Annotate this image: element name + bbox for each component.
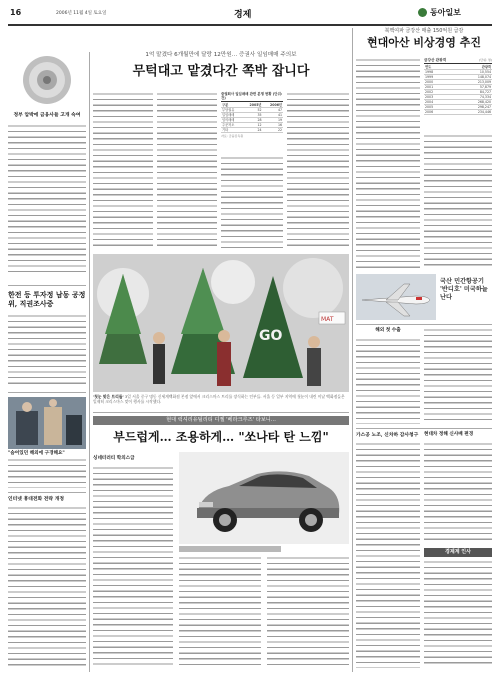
tourist-table-cell: 234,446 (451, 109, 492, 114)
newspaper-logo (418, 7, 492, 18)
lead-table-cell: 22 (263, 127, 284, 132)
tourist-table-cell: 2002 (424, 89, 451, 94)
sidebar-story-body (8, 124, 86, 274)
tourist-table-cell: 268,420 (451, 99, 492, 104)
lead-body-col-2 (157, 92, 217, 250)
logo-emblem-icon (418, 8, 427, 17)
sidebar-photo (12, 52, 82, 108)
tourist-table-cell: 2003 (424, 94, 451, 99)
tourist-table-cell: 연도 (424, 65, 451, 70)
left-divider-1 (8, 285, 86, 286)
tourist-table-cell: 298,247 (451, 104, 492, 109)
feature-body-col-1 (93, 466, 173, 666)
right-story-d-title: 가스공 노조, 신차하 감사청구 (356, 432, 419, 438)
tourist-table-cell: 1998 (424, 69, 451, 74)
left-photo-caption-body (8, 458, 86, 488)
lead-table-cell: 부당권유 (221, 107, 242, 112)
left-divider-3 (8, 492, 86, 493)
car-photo (179, 452, 349, 544)
logo-text: 동아일보 (430, 7, 461, 17)
left-story-a-title: 한전 등 투자정 남동 공정위, 직권조사중 (8, 290, 86, 308)
tourist-table-cell: 2000 (424, 79, 451, 84)
lead-table-source: 자료: 금융감독원 (221, 133, 244, 138)
lead-table-cell: 주문착오 (221, 122, 242, 127)
issue-date: 2006년 11월 4일 토요일 (56, 11, 107, 16)
lead-table (221, 92, 283, 152)
lead-body-col-1 (93, 92, 153, 250)
lead-table-cell: 일임매매 (221, 112, 242, 117)
feature-body-col-2 (179, 556, 261, 666)
sidebar-story-kicker: 정부 압박에 금융사들 고개 숙여 (13, 112, 81, 118)
lead-table-cell: 28 (242, 117, 262, 122)
lead-table-row (221, 127, 283, 132)
tourist-table-cell: 84,727 (451, 89, 492, 94)
right-story-c-title: 해외 첫 수출 (375, 328, 401, 333)
sidebar-story (8, 52, 86, 282)
right-divider-1 (356, 324, 492, 325)
left-story-b-title: 인터넷 휴대전화 전략 개정 (8, 496, 64, 502)
lead-table-grid (221, 103, 283, 133)
tourist-table-grid (424, 65, 492, 115)
left-column (8, 52, 86, 672)
lead-table-cell: 24 (242, 127, 262, 132)
tourist-table-cell: 2001 (424, 84, 451, 89)
right-divider-2 (356, 428, 492, 429)
right-column (356, 28, 492, 672)
right-column-divider (352, 28, 353, 672)
right-story-e-body (424, 442, 492, 542)
right-kicker: 북핵여파 금강산 매출 150억원 급감 (384, 28, 464, 34)
right-body-col-1 (356, 58, 420, 270)
tourist-table-cell: 관광객 (451, 65, 492, 70)
lead-table-cell: 기타 (221, 127, 242, 132)
christmas-caption (93, 394, 349, 410)
christmas-caption-text: 3일 서울 중구 명동 신세계백화점 본점 앞에서 크리스마스 트리를 장식하는 인부들. 서울 등 일부 지역에 첫눈이 내린 이날 백화점들은 일제히 크리스마스 맞이 행사를 시작했다. (93, 394, 345, 404)
feature-subhead: 싱네터러티 학의스급 (93, 456, 135, 461)
right-story-c-body (356, 338, 420, 424)
tourist-table-cell: 10,554 (451, 69, 492, 74)
car-photo-caption (179, 546, 349, 552)
svg-text:MAT: MAT (321, 316, 334, 323)
feature-kicker: 현대 럭셔리유틸리티 디젤 '베라크루즈' 타보니… (93, 416, 349, 425)
lead-story (93, 52, 349, 252)
lead-table-cell: 16 (263, 122, 284, 127)
plane-photo (356, 274, 436, 320)
lead-table-cell: 2006년 (263, 103, 284, 108)
tourist-table (424, 58, 492, 130)
lead-table-title: 증권회사 일임매매 관련 분쟁 현황 (단위:건) (221, 92, 283, 101)
lead-table-cell: 구분 (221, 103, 242, 108)
right-body-col-2 (424, 134, 492, 270)
lead-table-cell: 41 (263, 112, 284, 117)
right-story-c-body-2 (424, 328, 492, 424)
lead-table-cell: 임의매매 (221, 117, 242, 122)
tourist-table-cell: 57,879 (451, 84, 492, 89)
briefs-title: 경제계 인사 (445, 549, 471, 555)
left-photo (8, 397, 86, 449)
right-story-d-body (356, 442, 420, 668)
lead-table-cell: 47 (263, 107, 284, 112)
lead-body-col-3 (221, 156, 283, 250)
tourist-table-cell: 148,074 (451, 74, 492, 79)
lead-table-cell: 52 (242, 107, 262, 112)
lead-table-cell: 12 (242, 122, 262, 127)
lead-title: 무턱대고 맡겼다간 쪽박 잡니다 (132, 64, 310, 79)
header-rule (8, 24, 492, 26)
lead-kicker: 1억 맡겼다 6개월만에 달랑 12만원… 증권사 일임매매 주의보 (145, 52, 297, 58)
page-header (8, 6, 492, 22)
plane-story-title: 국산 민간항공기 '반디호' 미국하늘 난다 (440, 278, 488, 301)
lead-body-col-4 (287, 92, 349, 250)
lead-table-cell: 19 (263, 117, 284, 122)
briefs-body (424, 560, 492, 668)
tourist-table-cell: 74,334 (451, 94, 492, 99)
tourist-table-cell: 213,009 (451, 79, 492, 84)
left-divider-2 (8, 392, 86, 393)
right-title: 현대아산 비상경영 추진 (367, 36, 481, 49)
tourist-table-cell: 1999 (424, 74, 451, 79)
lead-table-cell: 35 (242, 112, 262, 117)
mid-divider (93, 412, 349, 413)
page-number: 16 (10, 8, 22, 17)
tourist-table-title: 금강산 관광객 (424, 58, 447, 62)
left-story-b-body (8, 506, 86, 670)
tourist-table-cell: 2004 (424, 99, 451, 104)
briefs-header (424, 548, 492, 557)
feature-title: 부드럽게… 조용하게… "쏘나타 탄 느낌" (113, 430, 329, 444)
tourist-table-cell: 2005 (424, 104, 451, 109)
right-story-e-title: 현대차 정해 신사배 편경 (424, 432, 474, 437)
left-photo-caption-title: "숨어있던 해외에 구경해요" (8, 451, 65, 456)
svg-text:GO: GO (259, 328, 283, 344)
tourist-table-cell: 2006 (424, 109, 451, 114)
tourist-table-row (424, 109, 492, 114)
left-story-a-body (8, 314, 86, 388)
christmas-caption-title: '첫눈 맞은 트리들' (93, 394, 124, 399)
left-column-divider (89, 52, 90, 672)
christmas-photo (93, 254, 349, 392)
feature-body-col-3 (267, 556, 349, 666)
feature-story (93, 416, 349, 672)
tourist-table-unit: (단위: 명) (479, 58, 492, 62)
lead-table-cell: 2005년 (242, 103, 262, 108)
section-title: 경제 (234, 10, 252, 20)
